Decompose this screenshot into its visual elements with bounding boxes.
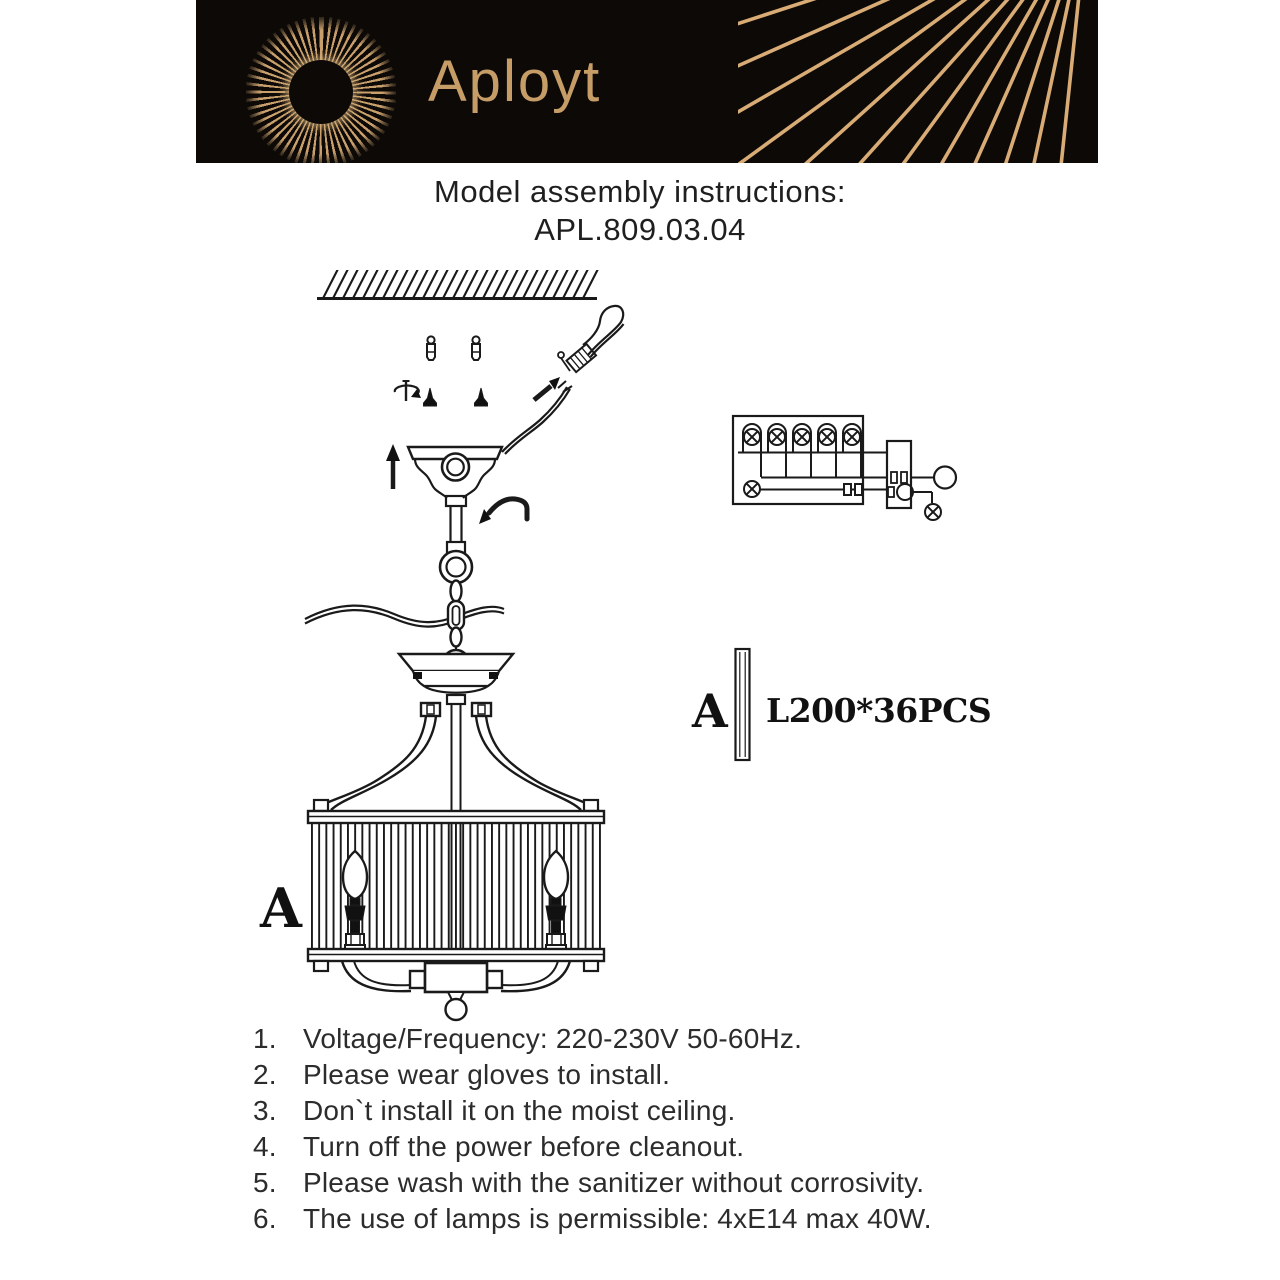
item-number: 3.: [253, 1095, 277, 1126]
list-item: [253, 1021, 1053, 1057]
mounting-hardware-icons: [386, 336, 488, 489]
chain-assembly: [305, 551, 504, 652]
instructions-list: [253, 1021, 1053, 1237]
list-item: [253, 1201, 1053, 1237]
item-number: 1.: [253, 1023, 277, 1054]
list-item: [253, 1129, 1053, 1165]
item-text: Please wash with the sanitizer without corrosivity.: [303, 1167, 925, 1198]
item-number: 5.: [253, 1167, 277, 1198]
rod-part-label: A: [692, 684, 728, 738]
list-item: [253, 1093, 1053, 1129]
model-number: APL.809.03.04: [534, 212, 746, 247]
list-item: [253, 1165, 1053, 1201]
ceiling-hatch-icon: [317, 284, 597, 299]
item-number: 2.: [253, 1059, 277, 1090]
hook-icon: [479, 499, 527, 524]
item-number: 6.: [253, 1203, 277, 1234]
ceiling-canopy: [408, 447, 502, 554]
page-title: Model assembly instructions:: [434, 174, 846, 209]
item-text: Don`t install it on the moist ceiling.: [303, 1095, 736, 1126]
glass-rod-piece: [736, 649, 750, 760]
chandelier-body: [308, 650, 604, 1020]
rod-spec-label: L200*36PCS: [766, 691, 992, 730]
item-text: Please wear gloves to install.: [303, 1059, 671, 1090]
brand-name: Aployt: [428, 49, 602, 114]
item-text: Voltage/Frequency: 220-230V 50-60Hz.: [303, 1023, 803, 1054]
item-text: The use of lamps is permissible: 4xE14 max 40W.: [303, 1203, 932, 1234]
item-text: Turn off the power before cleanout.: [303, 1131, 745, 1162]
list-item: [253, 1057, 1053, 1093]
wiring-diagram: [733, 416, 956, 520]
power-cable: [502, 306, 624, 454]
fixture-part-label: A: [260, 876, 302, 940]
item-number: 4.: [253, 1131, 277, 1162]
